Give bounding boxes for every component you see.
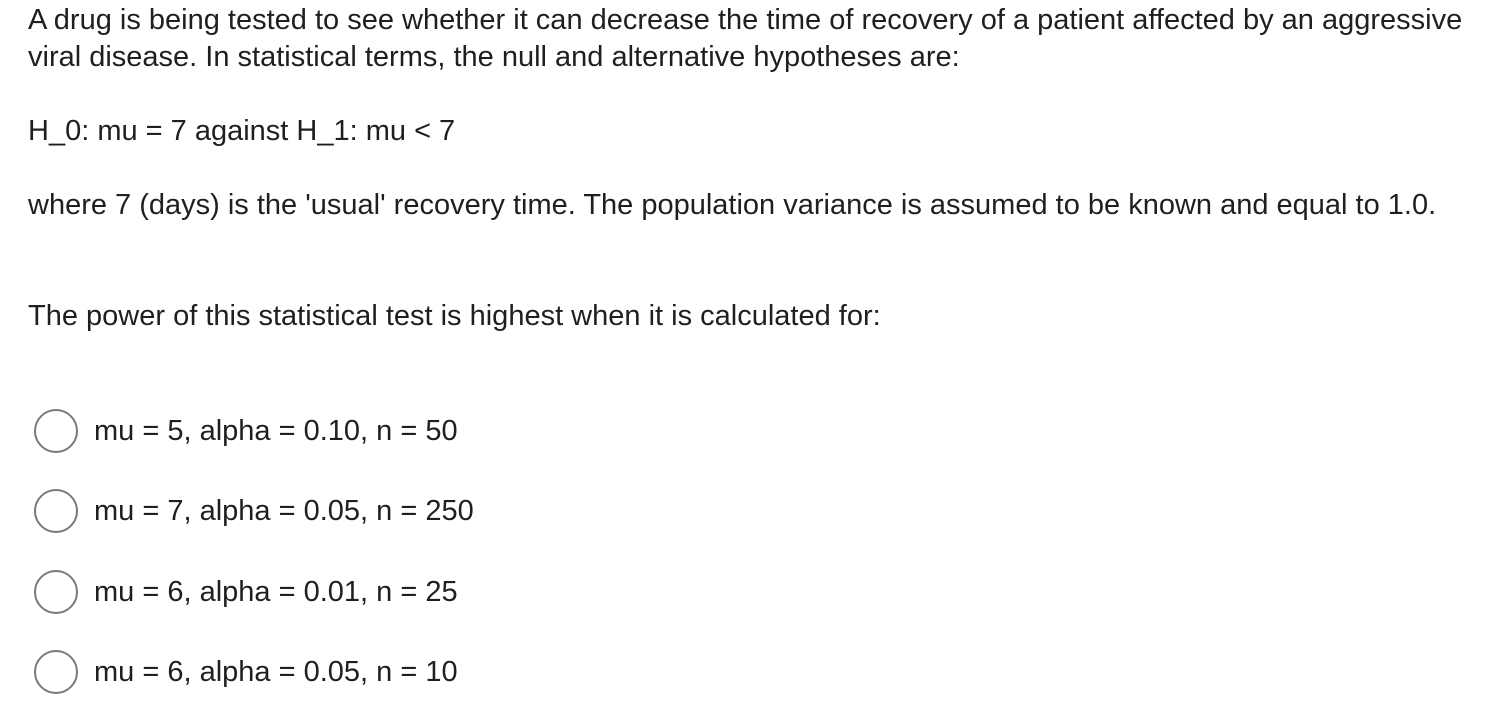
answer-option[interactable] xyxy=(34,487,474,535)
answer-option-label: mu = 5, alpha = 0.10, n = 50 xyxy=(94,414,458,447)
answer-option-label: mu = 7, alpha = 0.05, n = 250 xyxy=(94,494,474,527)
answer-option[interactable] xyxy=(34,568,458,616)
radio-button[interactable] xyxy=(34,409,78,453)
answer-option-label: mu = 6, alpha = 0.01, n = 25 xyxy=(94,575,458,608)
radio-button[interactable] xyxy=(34,570,78,614)
question-where: where 7 (days) is the 'usual' recovery time. The population variance is assumed to be known and equal to 1.0. xyxy=(28,189,1437,221)
answer-option-label: mu = 6, alpha = 0.05, n = 10 xyxy=(94,655,458,688)
question-prompt: The power of this statistical test is highest when it is calculated for: xyxy=(28,300,881,332)
radio-button[interactable] xyxy=(34,489,78,533)
question-intro: A drug is being tested to see whether it can decrease the time of recovery of a patient affected by an aggressive viral disease. In statistical terms, the null and alternative hypotheses are: xyxy=(28,4,1463,73)
answer-option[interactable] xyxy=(34,407,458,455)
question-hypotheses: H_0: mu = 7 against H_1: mu < 7 xyxy=(28,115,456,147)
radio-button[interactable] xyxy=(34,650,78,694)
answer-option[interactable] xyxy=(34,648,458,696)
